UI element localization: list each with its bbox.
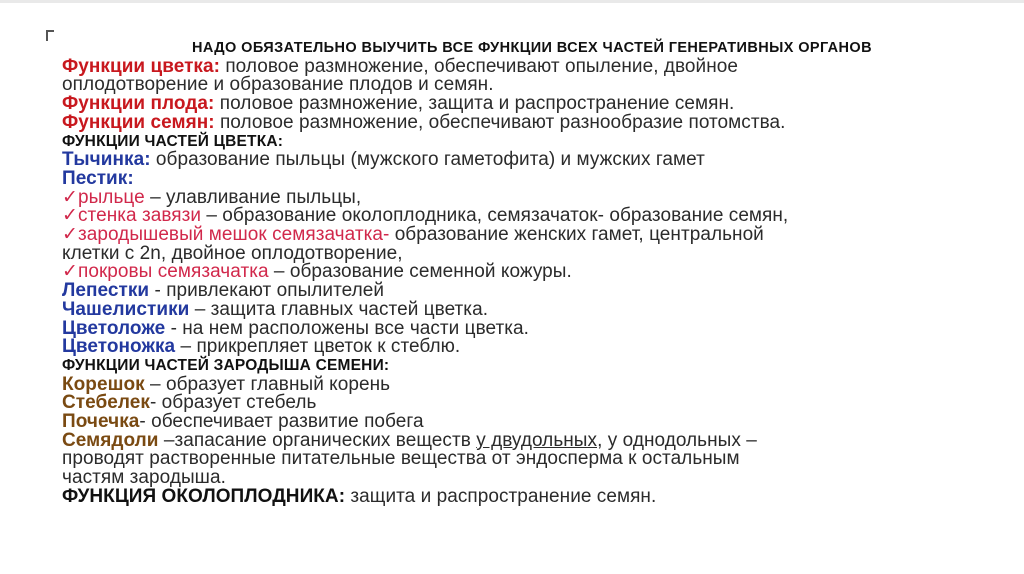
petals-term: Лепестки bbox=[62, 280, 150, 302]
ovary-wall-term: стенка завязи bbox=[77, 205, 202, 227]
stamen-line bbox=[62, 151, 962, 170]
pericarp-term: ФУНКЦИЯ ОКОЛОПЛОДНИКА: bbox=[62, 485, 346, 507]
integuments-text: – образование семенной кожуры. bbox=[268, 261, 572, 283]
receptacle-term: Цветоложе bbox=[62, 317, 166, 339]
seed-functions-text: половое размножение, обеспечивают разнообразие потомства. bbox=[214, 111, 786, 133]
cotyledons-text-2: у однодольных – bbox=[602, 429, 757, 451]
stem-term: Стебелек bbox=[62, 392, 150, 414]
sepals-term: Чашелистики bbox=[62, 298, 190, 320]
check-icon: ✓ bbox=[62, 186, 78, 208]
flower-functions-term: Функции цветка: bbox=[62, 55, 220, 77]
pistil-term: Пестик: bbox=[62, 167, 134, 189]
slide-title: НАДО ОБЯЗАТЕЛЬНО ВЫУЧИТЬ ВСЕ ФУНКЦИИ ВСЕХ ЧАСТЕЙ ГЕНЕРАТИВНЫХ ОРГАНОВ bbox=[192, 40, 872, 56]
fruit-functions-text: половое размножение, защита и распространение семян. bbox=[214, 93, 735, 115]
flower-functions-text: половое размножение, обеспечивают опыление, двойное bbox=[219, 55, 738, 77]
check-icon: ✓ bbox=[62, 205, 78, 227]
embryo-sac-text-cont: клетки с 2n, двойное оплодотворение, bbox=[62, 242, 403, 264]
stigma-text: – улавливание пыльцы, bbox=[144, 186, 362, 208]
pericarp-line bbox=[62, 485, 962, 507]
slide-content bbox=[62, 39, 962, 507]
top-border bbox=[0, 0, 1024, 3]
cotyledons-underlined: у двудольных, bbox=[476, 429, 603, 451]
seed-functions-term: Функции семян: bbox=[62, 111, 215, 133]
stigma-term: рыльце bbox=[77, 186, 145, 208]
cotyledons-text: –запасание органических веществ bbox=[158, 429, 477, 451]
seed-functions-line bbox=[62, 111, 962, 133]
stamen-term: Тычинка: bbox=[62, 149, 151, 171]
pedicel-term: Цветоножка bbox=[62, 336, 176, 358]
pedicel-line bbox=[62, 338, 962, 357]
cotyledons-term: Семядоли bbox=[62, 429, 159, 451]
embryo-parts-heading: ФУНКЦИИ ЧАСТЕЙ ЗАРОДЫША СЕМЕНИ: bbox=[62, 356, 390, 374]
ovary-wall-text: – образование околоплодника, семязачаток- образование семян, bbox=[201, 205, 789, 227]
check-icon: ✓ bbox=[62, 261, 78, 283]
receptacle-text: - на нем расположены все части цветка. bbox=[165, 317, 530, 339]
embryo-sac-term: зародышевый мешок семязачатка- bbox=[77, 224, 390, 246]
root-text: – образует главный корень bbox=[144, 373, 391, 395]
stem-text: - образует стебель bbox=[149, 392, 317, 414]
pedicel-text: – прикрепляет цветок к стеблю. bbox=[175, 336, 461, 358]
petals-text: - привлекают опылителей bbox=[149, 280, 385, 302]
cotyledons-text-4: частям зародыша. bbox=[62, 467, 226, 489]
embryo-sac-text: образование женских гамет, центральной bbox=[389, 224, 764, 246]
cotyledons-text-3: проводят растворенные питательные вещества от эндосперма к остальным bbox=[62, 448, 740, 470]
bud-term: Почечка bbox=[62, 411, 140, 433]
bud-text: - обеспечивает развитие побега bbox=[139, 411, 424, 433]
flower-parts-heading: ФУНКЦИИ ЧАСТЕЙ ЦВЕТКА: bbox=[62, 132, 284, 150]
root-term: Корешок bbox=[62, 373, 145, 395]
pericarp-text: защита и распространение семян. bbox=[345, 485, 657, 507]
stamen-text: образование пыльцы (мужского гаметофита) и мужских гамет bbox=[150, 149, 705, 171]
fruit-functions-term: Функции плода: bbox=[62, 93, 215, 115]
integuments-term: покровы семязачатка bbox=[77, 261, 269, 283]
corner-mark bbox=[46, 30, 54, 41]
sepals-text: – защита главных частей цветка. bbox=[189, 298, 489, 320]
flower-functions-text-cont: оплодотворение и образование плодов и семян. bbox=[62, 74, 494, 96]
check-icon: ✓ bbox=[62, 224, 78, 246]
